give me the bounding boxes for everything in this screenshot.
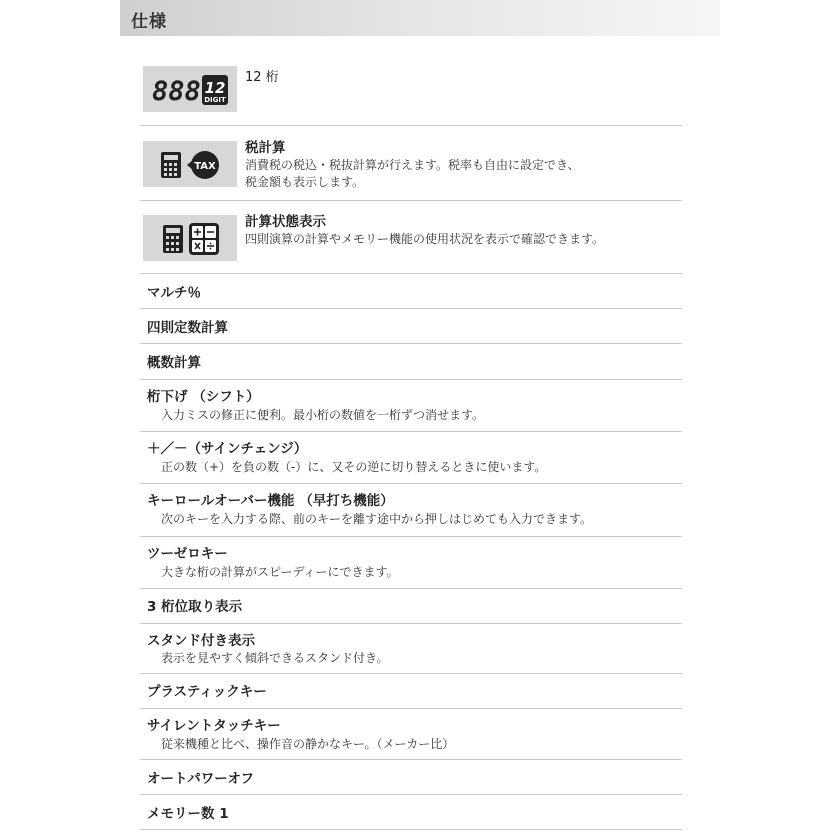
spec-item-title: サイレントタッチキー	[147, 718, 281, 734]
spec-item-title: マルチ％	[147, 285, 201, 301]
spec-item-digit-separator	[140, 589, 682, 624]
spec-item-title: メモリー数 1	[147, 806, 229, 822]
display-digits-text: 888	[152, 76, 201, 107]
tax-badge-label: TAX	[194, 161, 216, 172]
spec-item-title: 12 桁	[245, 70, 279, 85]
calc-status-graphic	[157, 219, 223, 257]
spec-item-desc: 正の数（+）を負の数（-）に、又その逆に切り替えるときに使います。	[161, 460, 547, 474]
tax-graphic	[159, 146, 221, 182]
tax-calculator-icon	[143, 141, 237, 187]
digit-badge-number: 12	[204, 79, 226, 97]
spec-item-tax	[140, 126, 682, 201]
digit-badge-label: DIGIT	[204, 96, 226, 104]
spec-item-title: プラスティックキー	[147, 684, 267, 700]
spec-item-desc: 大きな桁の計算がスピーディーにできます。	[161, 565, 399, 579]
digit-display-graphic	[150, 71, 230, 107]
spec-list	[140, 56, 682, 830]
12-digit-display-icon	[143, 66, 237, 112]
spec-item-desc-line-1: 四則演算の計算やメモリー機能の使用状況を表示で確認できます。	[245, 232, 605, 246]
spec-header	[120, 0, 720, 36]
spec-item-desc: 従来機種と比べ、操作音の静かなキー。（メーカー比）	[161, 737, 455, 751]
spec-item-constant-calc	[140, 309, 682, 344]
spec-item-double-zero	[140, 537, 682, 589]
spec-item-title: 計算状態表示	[245, 214, 326, 230]
spec-item-title: オートパワーオフ	[147, 771, 255, 787]
spec-item-title: 桁下げ （シフト）	[147, 389, 260, 405]
spec-item-sign-change	[140, 432, 682, 484]
spec-item-12-digit	[140, 56, 682, 126]
spec-item-memory	[140, 795, 682, 830]
spec-item-title: 四則定数計算	[147, 320, 228, 336]
spec-header-title: 仕様	[131, 12, 167, 32]
spec-item-title: スタンド付き表示	[147, 633, 255, 649]
spec-item-title: ツーゼロキー	[147, 546, 228, 562]
calculation-status-icon	[143, 215, 237, 261]
spec-item-desc: 次のキーを入力する際、前のキーを離す途中から押しはじめても入力できます。	[161, 512, 593, 526]
spec-item-auto-power-off	[140, 760, 682, 795]
spec-item-multi-percent	[140, 274, 682, 309]
spec-item-title: ＋／－（サインチェンジ）	[147, 441, 308, 457]
spec-item-title: 概数計算	[147, 355, 201, 371]
spec-item-rounding	[140, 344, 682, 380]
spec-item-silent-keys	[140, 709, 682, 760]
spec-item-desc: 入力ミスの修正に便利。最小桁の数値を一桁ずつ消せます。	[161, 408, 485, 422]
spec-item-desc: 表示を見やすく傾斜できるスタンド付き。	[161, 651, 389, 665]
spec-item-title: 3 桁位取り表示	[147, 599, 243, 615]
spec-item-calc-status	[140, 201, 682, 274]
spec-item-shift	[140, 380, 682, 432]
spec-item-title: キーロールオーバー機能 （早打ち機能）	[147, 493, 394, 509]
spec-item-desc-line-1: 消費税の税込・税抜計算が行えます。税率も自由に設定でき、	[245, 158, 580, 172]
spec-item-stand-display	[140, 624, 682, 674]
spec-item-title: 税計算	[245, 140, 286, 156]
spec-item-key-rollover	[140, 484, 682, 537]
spec-item-desc-line-2: 税金額も表示します。	[245, 175, 365, 189]
spec-item-plastic-keys	[140, 674, 682, 709]
